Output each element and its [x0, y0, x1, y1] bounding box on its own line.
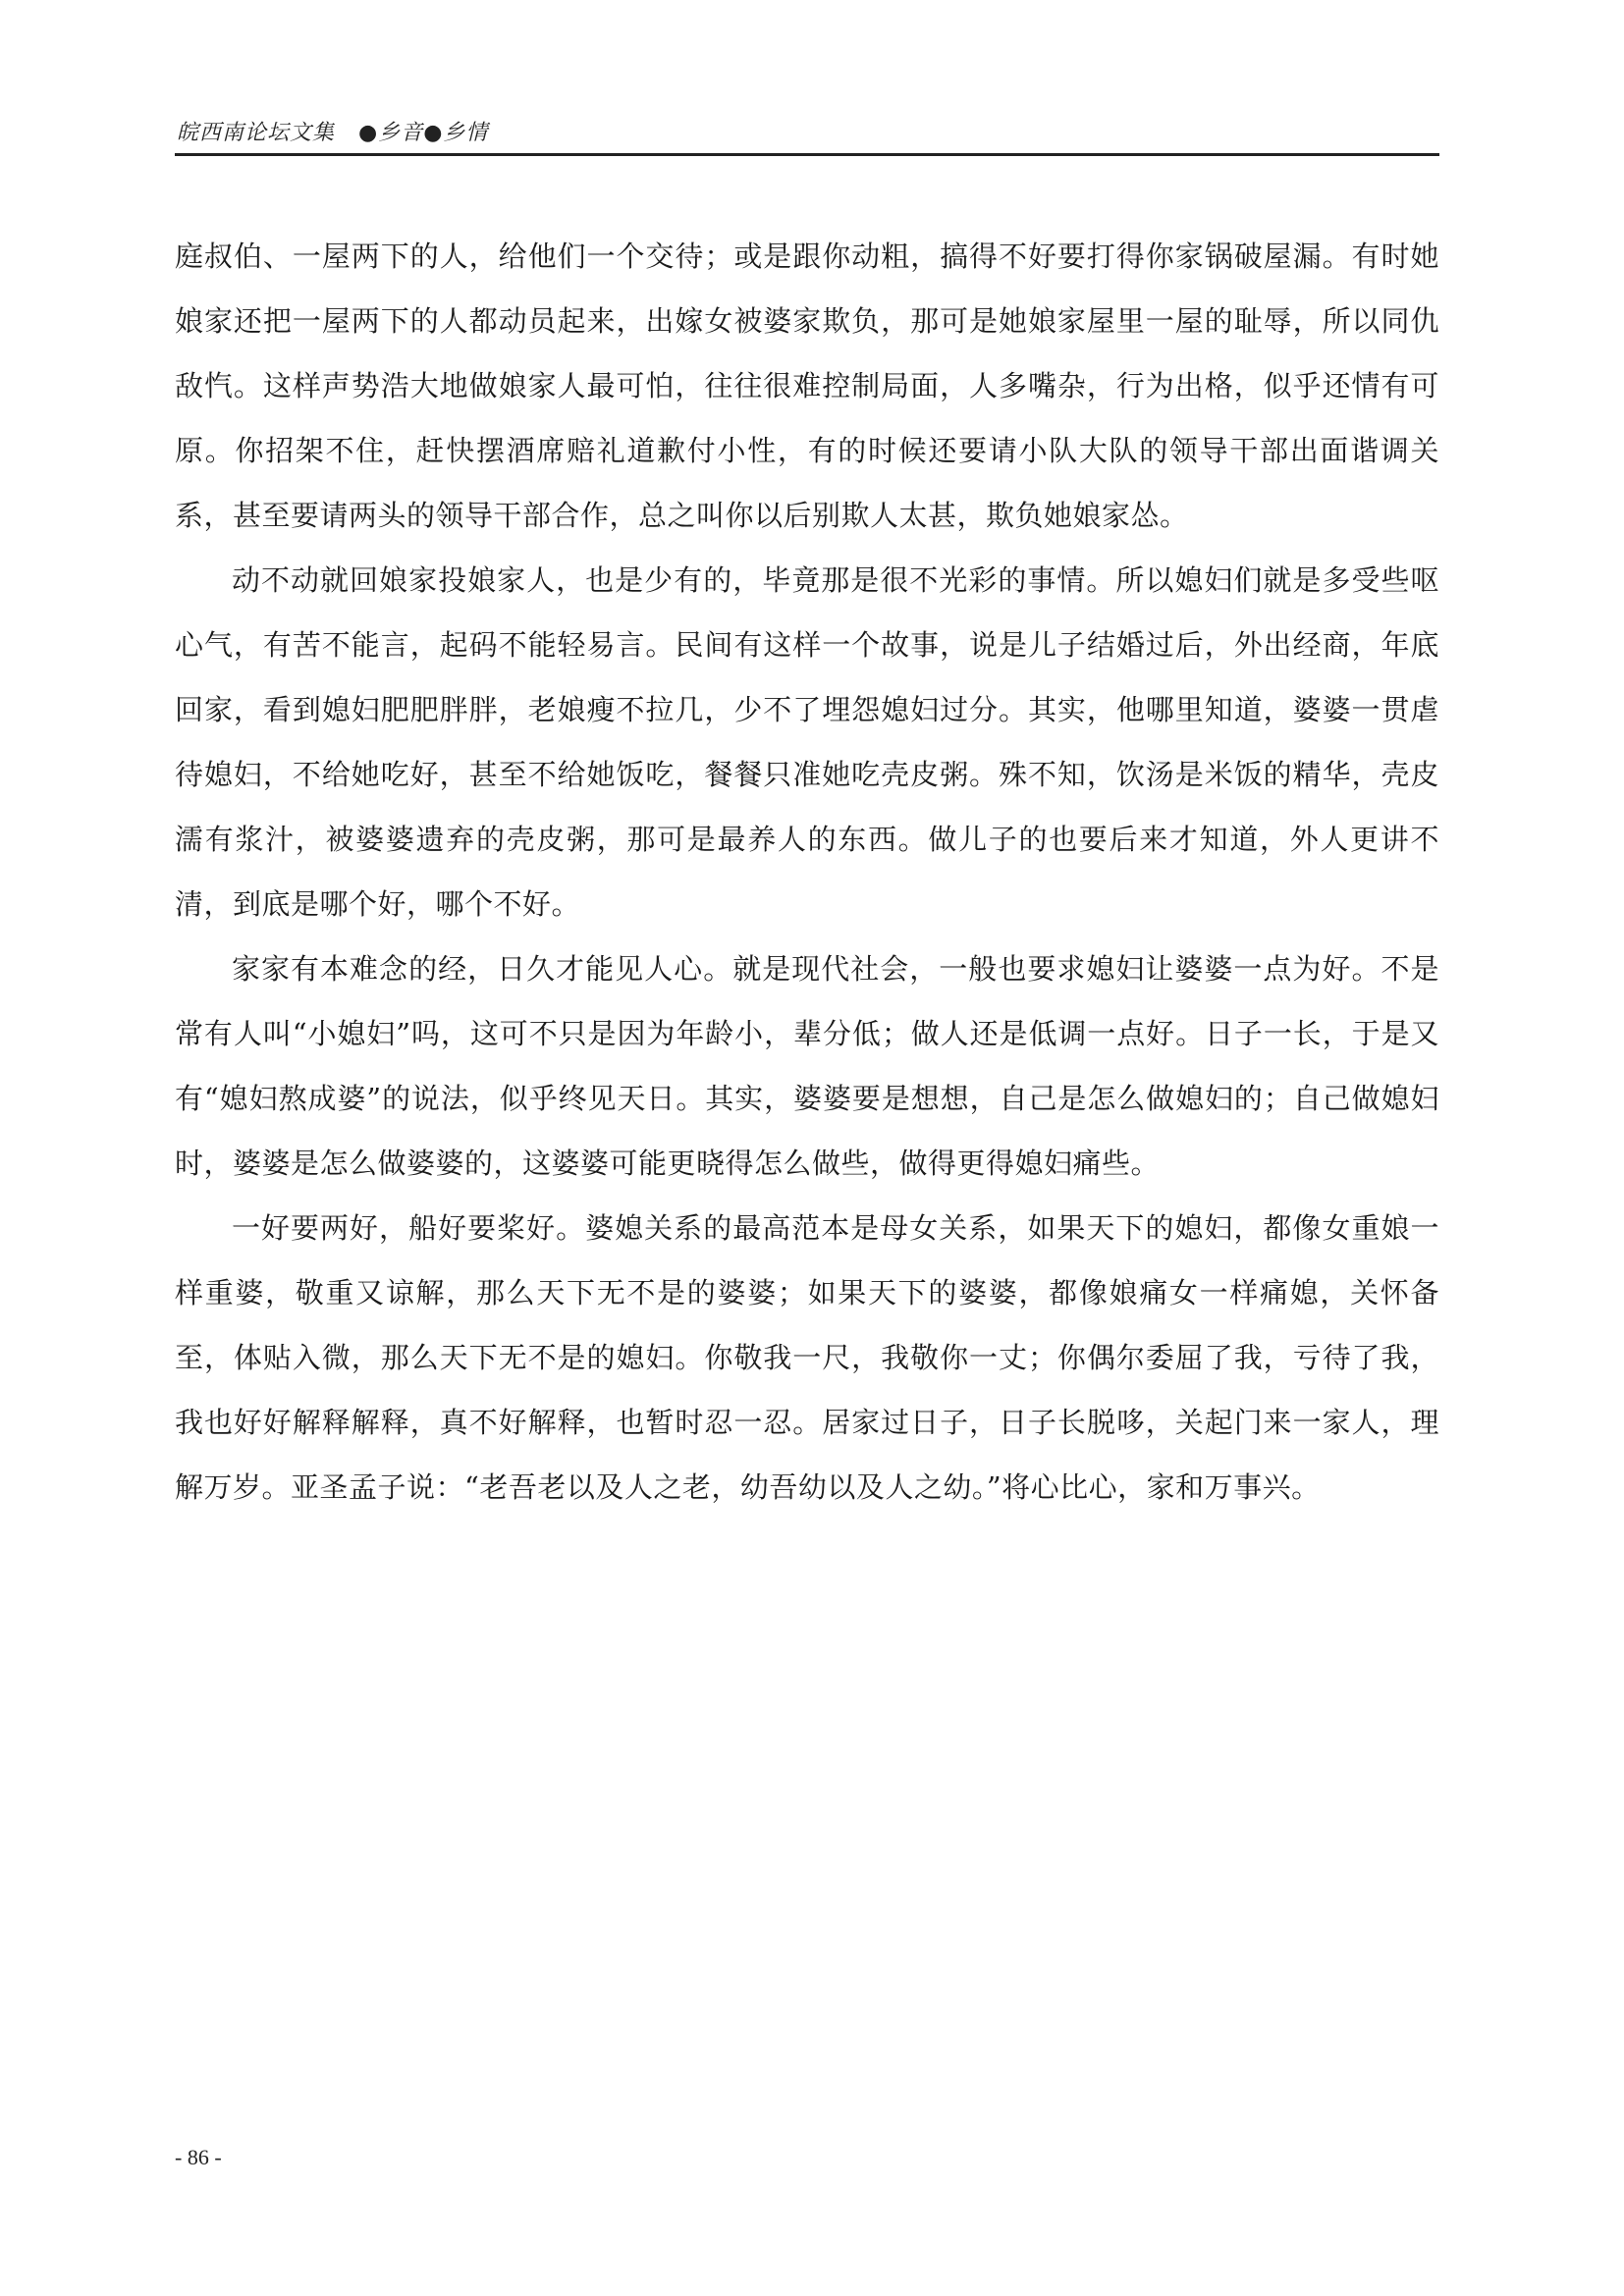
paragraph: 家家有本难念的经，日久才能见人心。就是现代社会，一般也要求媳妇让婆婆一点为好。不是常有人叫“小媳妇”吗，这可不只是因为年龄小，辈分低；做人还是低调一点好。日子一长，于是又有“媳妇熬成婆”的说法，似乎终见天日。其实，婆婆要是想想，自己是怎么做媳妇的；自己做媳妇时，婆婆是怎么做婆婆的，这婆婆可能更晓得怎么做些，做得更得媳妇痛些。 [175, 952, 1439, 1180]
paragraph-continued: 庭叔伯、一屋两下的人，给他们一个交待；或是跟你动粗，搞得不好要打得你家锅破屋漏。有时她娘家还把一屋两下的人都动员起来，出嫁女被婆家欺负，那可是她娘家屋里一屋的耻辱，所以同仇敌忾。这样声势浩大地做娘家人最可怕，往往很难控制局面，人多嘴杂，行为出格，似乎还情有可原。你招架不住，赶快摆酒席赔礼道歉付小性，有的时候还要请小队大队的领导干部出面谐调关系，甚至要请两头的领导干部合作，总之叫你以后别欺人太甚，欺负她娘家怂。 [175, 240, 1439, 532]
page-header [175, 110, 1439, 156]
running-header [177, 116, 488, 146]
book-title: 皖西南论坛文集 [177, 121, 336, 145]
section-title: ●乡音●乡情 [358, 121, 489, 145]
paragraph: 动不动就回娘家投娘家人，也是少有的，毕竟那是很不光彩的事情。所以媳妇们就是多受些呕心气，有苦不能言，起码不能轻易言。民间有这样一个故事，说是儿子结婚过后，外出经商，年底回家，看到媳妇肥肥胖胖，老娘瘦不拉几，少不了埋怨媳妇过分。其实，他哪里知道，婆婆一贯虐待媳妇，不给她吃好，甚至不给她饭吃，餐餐只准她吃壳皮粥。殊不知，饮汤是米饭的精华，壳皮濡有浆汁，被婆婆遗弃的壳皮粥，那可是最养人的东西。做儿子的也要后来才知道，外人更讲不清，到底是哪个好，哪个不好。 [175, 563, 1439, 921]
article-body [175, 224, 1439, 1520]
page-number: - 86 - [175, 2145, 222, 2169]
paragraph: 一好要两好，船好要桨好。婆媳关系的最高范本是母女关系，如果天下的媳妇，都像女重娘一样重婆，敬重又谅解，那么天下无不是的婆婆；如果天下的婆婆，都像娘痛女一样痛媳，关怀备至，体贴入微，那么天下无不是的媳妇。你敬我一尺，我敬你一丈；你偶尔委屈了我，亏待了我，我也好好解释解释，真不好解释，也暂时忍一忍。居家过日子，日子长脱哆，关起门来一家人，理解万岁。亚圣孟子说：“老吾老以及人之老，幼吾幼以及人之幼。”将心比心，家和万事兴。 [175, 1211, 1439, 1504]
